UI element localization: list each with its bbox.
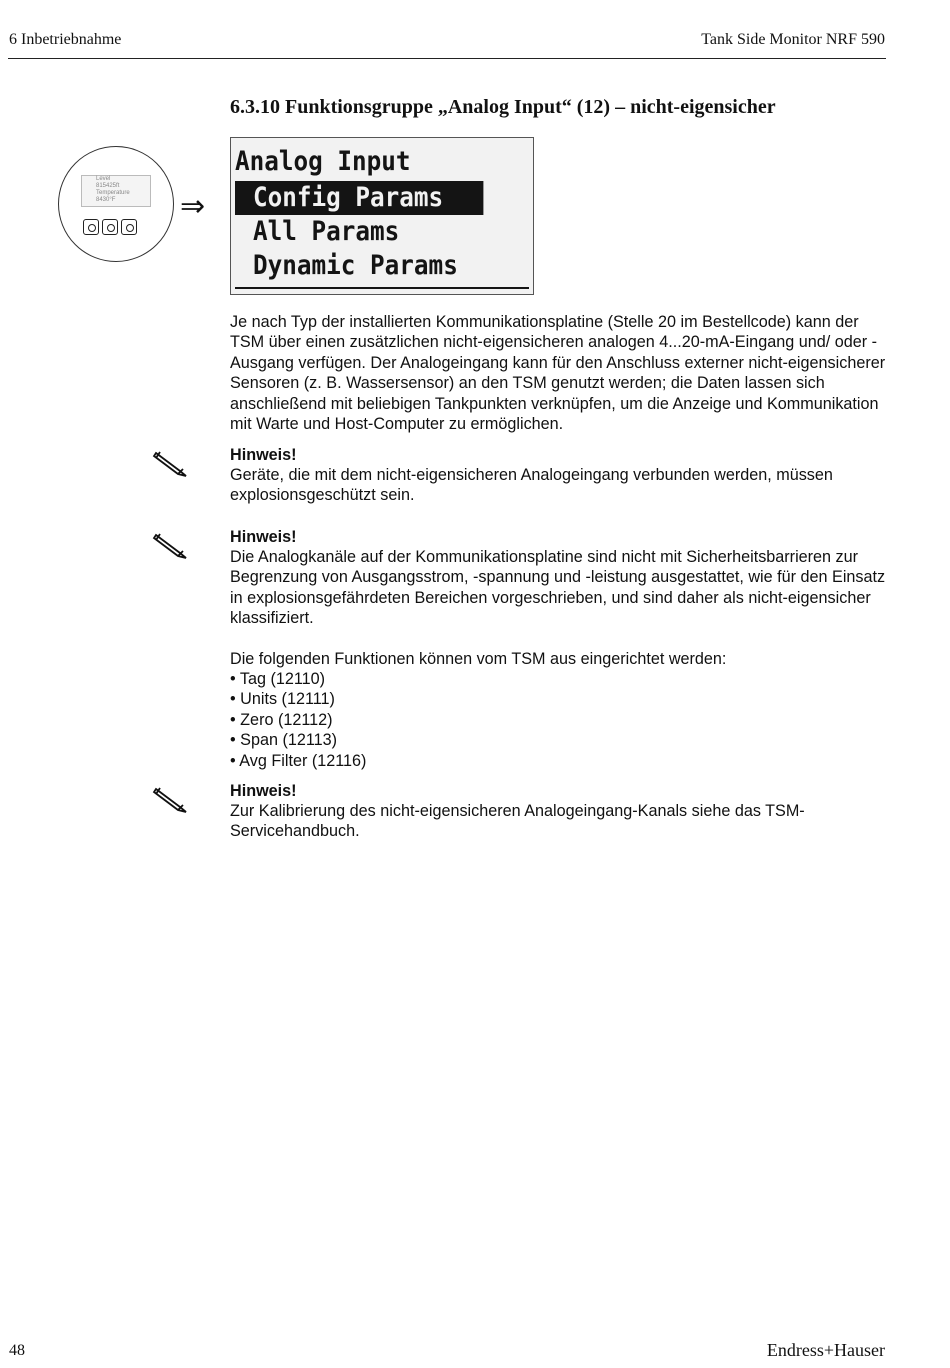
lcd-divider xyxy=(235,287,529,289)
list-item: • Units (12111) xyxy=(230,689,366,709)
device-display-line: Temperature xyxy=(96,190,130,196)
device-key-icon xyxy=(102,219,118,235)
intro-paragraph: Je nach Typ der installierten Kommunikationsplatine (Stelle 20 im Bestellcode) kann der TSM über einen zusätzlichen nicht-eigensicheren analogen 4...20-mA-Eingang und/ oder -Ausgang verfügen. Der Analogeingang kann für den Anschluss externer nicht-eigensicherer Sensoren (z. B. Wassersensor) an den TSM genutzt werden; die Daten lassen sich anschließend mit beliebigen Tankpunkten verknüpfen, um die Anzeige und Kommunikation mit Warte und Host-Computer zu ermöglichen. xyxy=(230,313,886,434)
functions-intro: Die folgenden Funktionen können vom TSM aus eingerichtet werden: xyxy=(230,650,727,668)
device-mini-display xyxy=(81,175,151,207)
device-key-icon xyxy=(83,219,99,235)
pencil-note-icon xyxy=(150,529,190,561)
brand-logo: Endress+Hauser xyxy=(766,1340,885,1360)
device-display-line: 8430°F xyxy=(96,197,116,203)
functions-list xyxy=(230,669,366,771)
list-item: • Avg Filter (12116) xyxy=(230,751,366,771)
list-item: • Zero (12112) xyxy=(230,710,366,730)
lcd-menu-item: All Params xyxy=(253,216,400,247)
list-item: • Tag (12110) xyxy=(230,669,366,689)
device-illustration xyxy=(58,146,174,262)
note-heading: Hinweis! xyxy=(230,446,297,464)
device-display-line: 815425ft xyxy=(96,183,120,189)
pencil-note-icon xyxy=(150,447,190,479)
lcd-menu-item: Dynamic Params xyxy=(253,250,458,281)
note-text: Zur Kalibrierung des nicht-eigensicheren Analogeingang-Kanals siehe das TSM-Servicehandbuch. xyxy=(230,802,805,841)
lcd-menu-item-selected: Config Params xyxy=(235,181,483,215)
section-title: 6.3.10 Funktionsgruppe „Analog Input“ (12) – nicht-eigensicher xyxy=(230,96,776,118)
product-name: Tank Side Monitor NRF 590 xyxy=(701,31,885,48)
pencil-note-icon xyxy=(150,783,190,815)
page-number: 48 xyxy=(9,1342,25,1359)
header-divider xyxy=(8,58,886,59)
device-key-icon xyxy=(121,219,137,235)
device-display-line: Level xyxy=(96,176,111,182)
note-text: Geräte, die mit dem nicht-eigensicheren Analogeingang verbunden werden, müssen explosionsgeschützt sein. xyxy=(230,466,833,505)
lcd-menu-title: Analog Input xyxy=(235,146,411,177)
implies-arrow-icon: ⇒ xyxy=(180,190,206,223)
lcd-menu-display xyxy=(230,137,534,295)
list-item: • Span (12113) xyxy=(230,730,366,750)
note-text: Die Analogkanäle auf der Kommunikationsplatine sind nicht mit Sicherheitsbarrieren zur Begrenzung von Ausgangsstrom, -spannung und -leistung ausgestattet, wie für den Einsatz in explosionsgefährdeten Bereichen vorgeschrieben, und sind daher als nicht-eigensicher klassifiziert. xyxy=(230,548,886,628)
note-heading: Hinweis! xyxy=(230,528,297,546)
note-heading: Hinweis! xyxy=(230,782,297,800)
device-keypad xyxy=(83,219,137,235)
chapter-heading: 6 Inbetriebnahme xyxy=(9,31,122,48)
